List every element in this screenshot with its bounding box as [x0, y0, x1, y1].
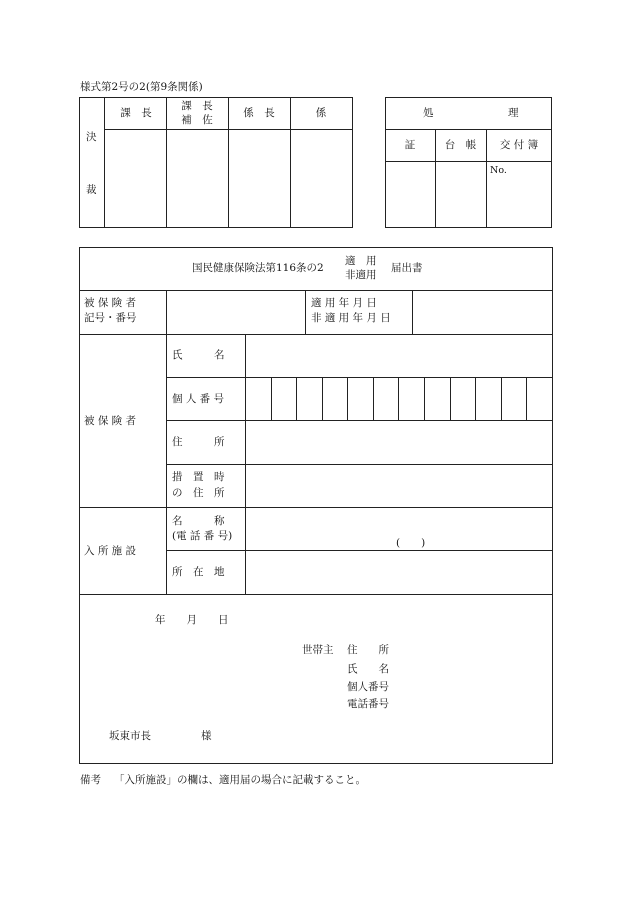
label-nonapply-date: 非 適 用 年 月 日 [311, 312, 391, 324]
date-field[interactable] [412, 292, 552, 332]
measure-address-field[interactable] [246, 465, 552, 507]
label-householder: 世帯主 [302, 644, 334, 656]
approval-col-kakari: 係 [315, 107, 327, 119]
name-field[interactable] [246, 335, 552, 377]
approval-ketsu: 決 [86, 131, 97, 143]
label-applicant-personal-number: 個人番号 [347, 681, 389, 693]
label-measure-address-1: 措 置 時 [172, 471, 225, 483]
form-title: 国民健康保険法第116条の2 [192, 262, 324, 274]
processing-shou: 証 [404, 139, 416, 151]
label-facility: 入 所 施 設 [84, 545, 137, 557]
label-facility-phone: (電 話 番 号) [172, 530, 233, 542]
label-insured-number-1: 被 保 険 者 [84, 297, 137, 309]
processing-box [385, 97, 552, 228]
approval-col-kakaricho: 係 長 [243, 107, 275, 119]
approval-sai: 裁 [86, 184, 97, 196]
addressee-honorific: 様 [201, 730, 212, 742]
insured-number-field[interactable] [166, 292, 305, 332]
processing-kofubo: 交 付 簿 [499, 139, 539, 151]
approval-col-kacho: 課 長 [120, 107, 152, 119]
label-facility-location: 所 在 地 [172, 566, 225, 578]
note-label: 備考 [80, 774, 101, 786]
approval-col-hosa-line1: 課 長 [181, 100, 213, 112]
address-field[interactable] [246, 421, 552, 463]
form-title-suffix: 届出書 [391, 262, 423, 274]
form-number: 様式第2号の2(第9条関係) [80, 81, 203, 93]
label-measure-address-2: の 住 所 [172, 487, 225, 499]
approval-col-hosa-line2: 補 佐 [181, 114, 213, 126]
note-text: 「入所施設」の欄は、適用届の場合に記載すること。 [114, 774, 366, 786]
label-name: 氏 名 [172, 349, 225, 361]
label-address: 住 所 [172, 436, 225, 448]
label-applicant-phone: 電話番号 [347, 698, 389, 710]
personal-number-field[interactable] [246, 378, 552, 420]
processing-title-sho: 処 [423, 107, 434, 119]
label-facility-name: 名 称 [172, 515, 225, 527]
phone-parens: ( ) [396, 537, 426, 549]
submission-date: 年 月 日 [155, 614, 229, 626]
processing-no: No. [490, 165, 507, 176]
label-applicant-address: 住 所 [347, 644, 389, 656]
processing-title-ri: 理 [508, 107, 519, 119]
label-insured-person: 被 保 険 者 [84, 415, 137, 427]
processing-daicho: 台 帳 [444, 139, 477, 151]
form-title-option-apply: 適 用 [345, 255, 377, 267]
label-personal-number: 個 人 番 号 [172, 393, 225, 405]
label-applicant-name: 氏 名 [347, 663, 389, 675]
addressee: 坂東市長 [109, 730, 151, 742]
facility-location-field[interactable] [246, 551, 552, 593]
facility-name-field[interactable] [246, 508, 552, 550]
label-insured-number-2: 記号・番号 [84, 312, 137, 324]
label-apply-date: 適 用 年 月 日 [311, 297, 377, 309]
form-title-option-nonapply: 非適用 [345, 269, 377, 281]
